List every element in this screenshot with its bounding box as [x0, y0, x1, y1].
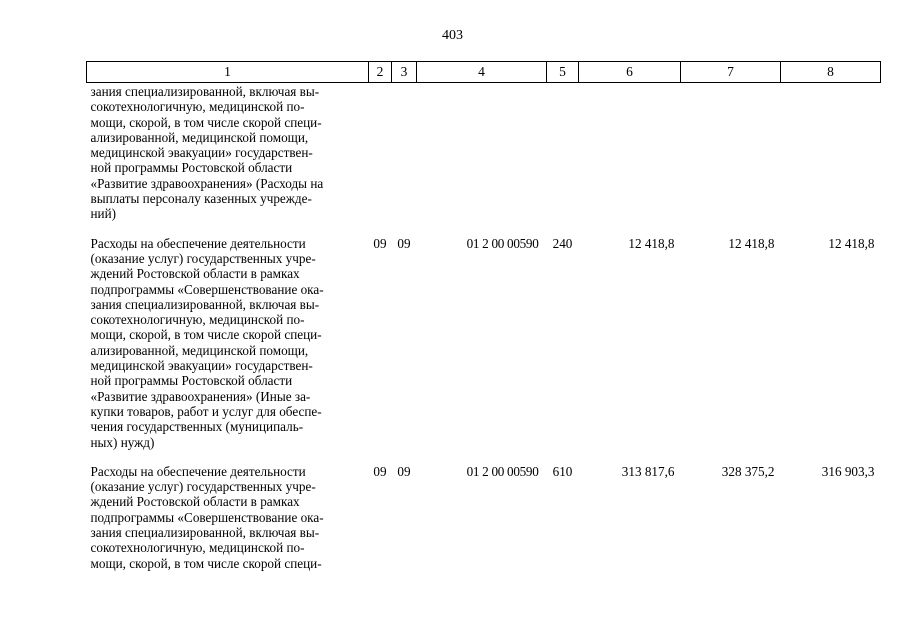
description-line: сокотехнологичную, медицинской по-: [90, 312, 305, 328]
description-line: ждений Ростовской области в рамках: [90, 494, 300, 510]
row-section-code: 09: [373, 235, 387, 251]
row-amount-year3: 316 903,3: [821, 463, 875, 479]
row-expense-type: [547, 83, 579, 222]
row-subsection-code: 09: [397, 463, 411, 479]
column-header-8: 8: [781, 62, 881, 83]
row-target-article: 01 2 00 00590: [466, 463, 539, 479]
description-line: зания специализированной, включая вы-: [90, 84, 320, 99]
description-line: ной программы Ростовской области: [90, 160, 293, 176]
row-description: [87, 83, 369, 222]
description-line: Расходы на обеспечение деятельности: [90, 463, 306, 479]
description-line: зания специализированной, включая вы-: [90, 296, 320, 312]
table-row: [87, 464, 881, 571]
description-line: чения государственных (муниципаль-: [90, 419, 304, 435]
description-line: мощи, скорой, в том числе скорой специ-: [90, 555, 322, 571]
row-amount-year1: 12 418,8: [628, 235, 675, 251]
row-amount-year2: [681, 83, 781, 222]
description-line: купки товаров, работ и услуг для обеспе-: [90, 403, 322, 419]
row-amount-year2: 328 375,2: [721, 463, 775, 479]
row-expense-type: 610: [552, 463, 573, 479]
description-line: мощи, скорой, в том числе скорой специ-: [90, 114, 322, 130]
column-header-1: 1: [87, 62, 369, 83]
description-line: мощи, скорой, в том числе скорой специ-: [90, 327, 322, 343]
row-description: [87, 236, 369, 450]
row-amount-year3: 12 418,8: [828, 235, 875, 251]
description-line: подпрограммы «Совершенствование ока-: [90, 281, 324, 297]
description-line: Расходы на обеспечение деятельности: [90, 235, 306, 251]
row-amount-year1: [579, 83, 681, 222]
table-row: [87, 83, 881, 222]
row-gap: [87, 222, 881, 236]
row-amount-year3: [781, 83, 881, 222]
column-header-5: 5: [547, 62, 579, 83]
row-subsection-code: [392, 83, 417, 222]
description-line: подпрограммы «Совершенствование ока-: [90, 509, 324, 525]
row-target-article: 01 2 00 00590: [466, 235, 539, 251]
row-target-article: [417, 83, 547, 222]
row-section-code: [369, 83, 392, 222]
budget-table: [86, 61, 881, 571]
description-line: «Развитие здравоохранения» (Расходы на: [90, 175, 324, 191]
row-description: [87, 464, 369, 571]
column-header-2: 2: [369, 62, 392, 83]
row-section-code: 09: [373, 463, 387, 479]
description-line: выплаты персоналу казенных учрежде-: [90, 191, 312, 207]
column-header-7: 7: [681, 62, 781, 83]
row-gap: [87, 450, 881, 464]
description-line: зания специализированной, включая вы-: [90, 525, 320, 541]
row-expense-type: 240: [552, 235, 573, 251]
row-subsection-code: 09: [397, 235, 411, 251]
table-row: [87, 236, 881, 450]
column-number-row: [87, 62, 881, 83]
row-amount-year2: 12 418,8: [728, 235, 775, 251]
description-line: ждений Ростовской области в рамках: [90, 266, 300, 282]
column-header-4: 4: [417, 62, 547, 83]
description-line: ной программы Ростовской области: [90, 373, 293, 389]
row-amount-year1: 313 817,6: [621, 463, 675, 479]
description-line: (оказание услуг) государственных учре-: [90, 250, 316, 266]
column-header-3: 3: [392, 62, 417, 83]
description-line: ализированной, медицинской помощи,: [90, 129, 309, 145]
description-line: ний): [90, 206, 117, 222]
description-line: медицинской эвакуации» государствен-: [90, 358, 313, 374]
description-line: сокотехнологичную, медицинской по-: [90, 99, 305, 115]
description-line: сокотехнологичную, медицинской по-: [90, 540, 305, 556]
description-line: ализированной, медицинской помощи,: [90, 342, 309, 358]
description-line: «Развитие здравоохранения» (Иные за-: [90, 388, 311, 404]
description-line: (оказание услуг) государственных учре-: [90, 479, 316, 495]
description-line: медицинской эвакуации» государствен-: [90, 145, 313, 161]
column-header-6: 6: [579, 62, 681, 83]
page-number: 403: [442, 28, 463, 43]
description-line: ных) нужд): [90, 434, 155, 450]
